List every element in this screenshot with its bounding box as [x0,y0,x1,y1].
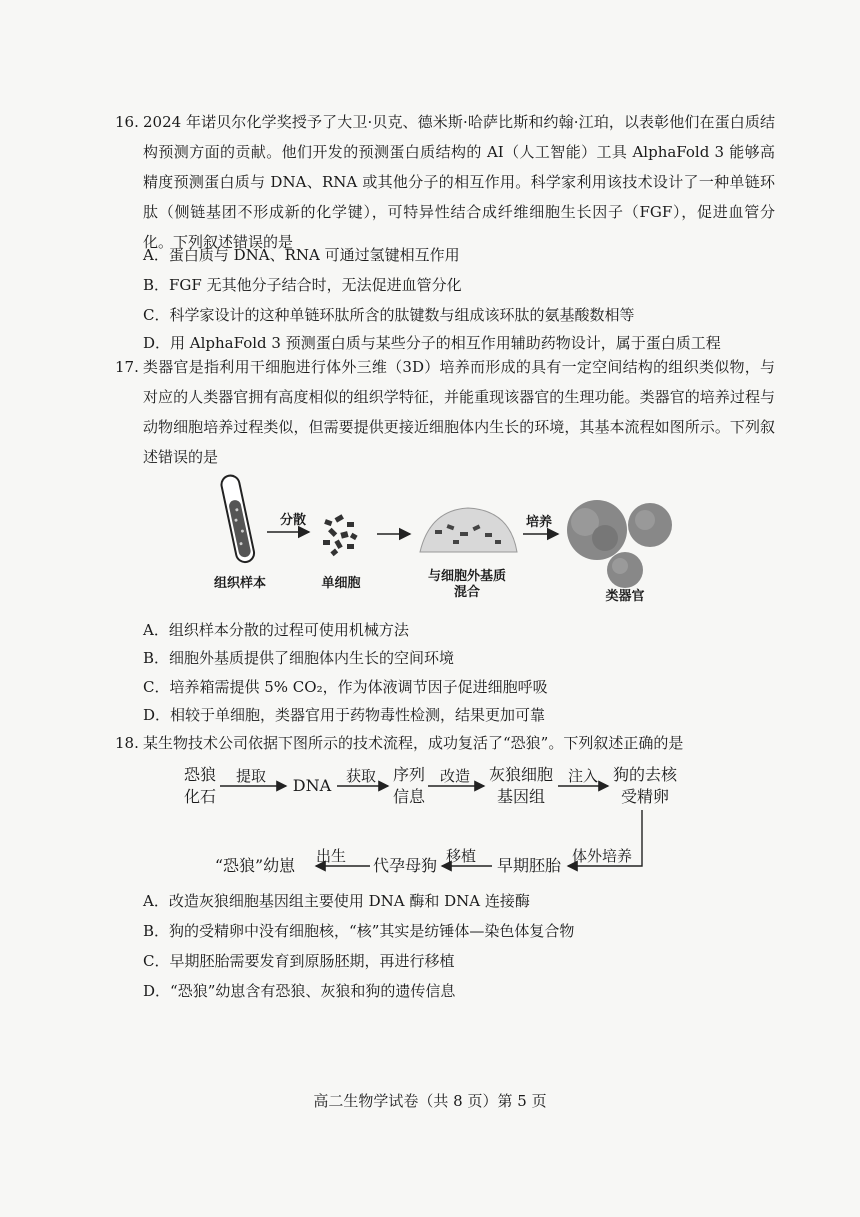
question-stem: 类器官是指利用干细胞进行体外三维（3D）培养而形成的具有一定空间结构的组织类似物，与对应的人类器官拥有高度相似的组织学特征，并能重现该器官的生理功能。类器官的培养过程与动物细胞培养过程类似，但需要提供更接近细胞体内生长的环境，其基本流程如图所示。下列叙述错误的是 [143,358,775,466]
question-18 [115,728,775,758]
egg-line2: 受精卵 [620,787,669,806]
matrix-label-line2: 混合 [453,585,480,600]
option-d[interactable]: D．相较于单细胞，类器官用于药物毒性检测，结果更加可靠 [143,706,546,724]
organoid-icon [567,500,672,588]
fossil-line1: 恐狼 [183,765,216,784]
option-b[interactable]: B．细胞外基质提供了细胞体内生长的空间环境 [143,649,455,667]
option-c[interactable]: C．科学家设计的这种单链环肽所含的肽键数与组成该环肽的氨基酸数相等 [143,306,635,324]
egg-line1: 狗的去核 [612,765,677,784]
obtain-label: 获取 [346,767,377,785]
question-number: 18. [115,734,139,752]
question-17 [115,352,775,472]
question-number: 16. [115,113,139,131]
option-a[interactable]: A．蛋白质与 DNA、RNA 可通过氢键相互作用 [143,246,460,264]
option-b[interactable]: B．FGF 无其他分子结合时，无法促进血管分化 [143,276,462,294]
sequence-node [390,764,428,808]
genome-line2: 基因组 [496,787,545,806]
genome-line1: 灰狼细胞 [488,765,553,784]
question-16 [115,107,775,257]
extract-label: 提取 [236,767,267,785]
extracellular-matrix-icon [420,508,517,552]
genome-node [484,764,558,808]
option-c[interactable]: C．早期胚胎需要发育到原肠胚期，再进行移植 [143,952,455,970]
organoid-label: 类器官 [605,589,645,604]
matrix-label-line1: 与细胞外基质 [427,569,506,584]
question-stem: 某生物技术公司依据下图所示的技术流程，成功复活了“恐狼”。下列叙述正确的是 [143,734,684,752]
question-number: 17. [115,358,139,376]
fossil-line2: 化石 [183,787,216,806]
modify-label: 改造 [440,767,471,785]
option-c[interactable]: C．培养箱需提供 5% CO₂，作为体液调节因子促进细胞呼吸 [143,678,548,696]
option-d[interactable]: D．用 AlphaFold 3 预测蛋白质与某些分子的相互作用辅助药物设计，属于蛋白质工程 [143,334,721,352]
egg-node [610,764,680,808]
single-cells-icon [323,514,358,556]
embryo-node: 早期胚胎 [496,856,561,875]
tissue-sample-label: 组织样本 [213,576,266,591]
transplant-label: 移植 [446,847,477,865]
page-footer: 高二生物学试卷（共 8 页）第 5 页 [313,1092,547,1110]
sequence-line1: 序列 [392,765,425,784]
single-cell-label: 单细胞 [321,576,361,591]
fossil-node [180,764,220,808]
culture-label: 培养 [525,515,552,530]
disperse-label: 分散 [279,513,306,528]
test-tube-icon [220,474,256,564]
option-a[interactable]: A．组织样本分散的过程可使用机械方法 [143,621,409,639]
dna-node: DNA [292,776,332,795]
in-vitro-label: 体外培养 [572,847,633,865]
surrogate-node: 代孕母狗 [372,856,437,875]
sequence-line2: 信息 [392,787,425,806]
dire-wolf-flow-diagram [180,762,680,882]
question-stem: 2024 年诺贝尔化学奖授予了大卫·贝克、德米斯·哈萨比斯和约翰·江珀，以表彰他们在蛋白质结构预测方面的贡献。他们开发的预测蛋白质结构的 AI（人工智能）工具 AlphaFold 3 能够高精度预测蛋白质与 DNA、RNA 或其他分子的相互作用。科学家利用该技术设计了一种单链环肽（侧链基团不形成新的化学键），可特异性结合成纤维细胞生长因子（FGF），促进血管分化。下列叙述错误的是 [143,113,775,251]
option-d[interactable]: D．“恐狼”幼崽含有恐狼、灰狼和狗的遗传信息 [143,982,456,1000]
inject-label: 注入 [568,767,599,785]
option-a[interactable]: A．改造灰狼细胞基因组主要使用 DNA 酶和 DNA 连接酶 [143,892,530,910]
pup-node: “恐狼”幼崽 [214,856,296,875]
organoid-flow-diagram [205,470,695,610]
birth-label: 出生 [316,847,347,865]
option-b[interactable]: B．狗的受精卵中没有细胞核，“核”其实是纺锤体—染色体复合物 [143,922,575,940]
